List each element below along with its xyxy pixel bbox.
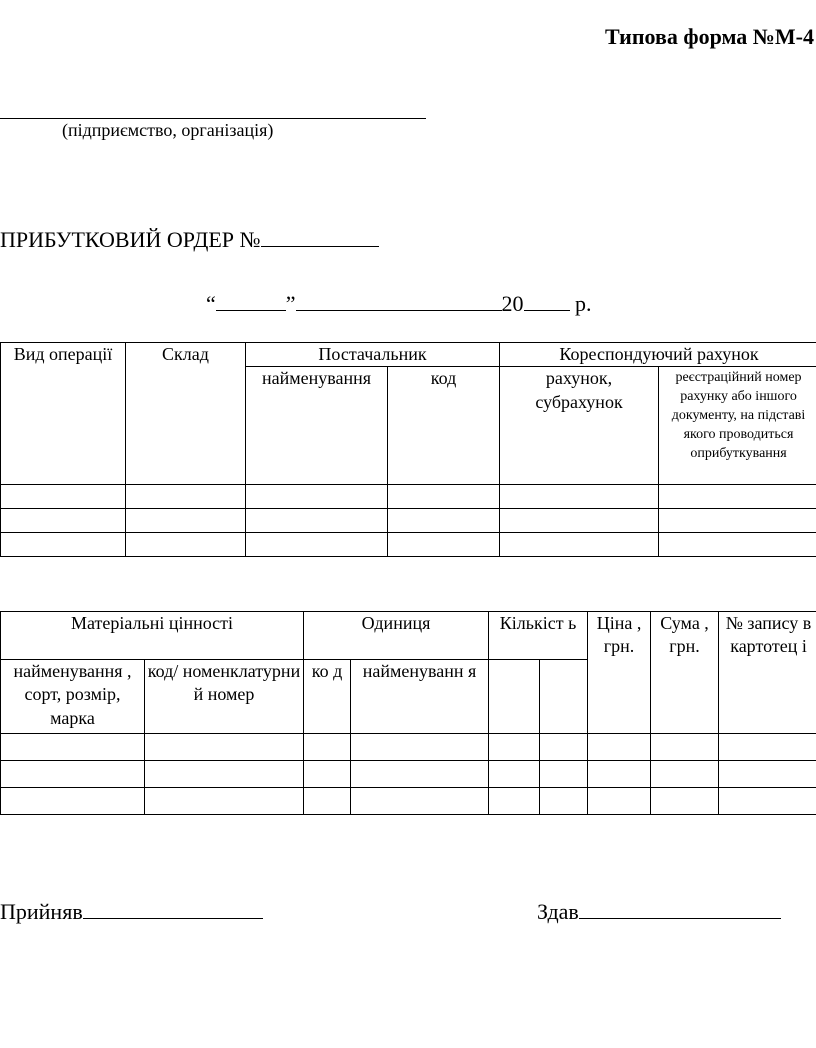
header-card-record-number: № запису в картотец і — [719, 612, 816, 734]
date-day-blank[interactable] — [216, 290, 286, 311]
table-cell[interactable] — [304, 761, 351, 788]
table-cell[interactable] — [126, 485, 246, 509]
table-cell[interactable] — [1, 533, 126, 557]
table-cell[interactable] — [719, 761, 816, 788]
header-quantity-sub-b — [540, 660, 588, 734]
header-unit: Одиниця — [304, 612, 489, 660]
material-values-table — [0, 611, 816, 815]
table-cell[interactable] — [351, 734, 489, 761]
receipt-header-table — [0, 342, 816, 557]
received-by-blank[interactable] — [83, 898, 263, 919]
table-cell[interactable] — [351, 761, 489, 788]
handed-over-label: Здав — [537, 899, 579, 924]
table-cell[interactable] — [500, 509, 659, 533]
table-cell[interactable] — [500, 485, 659, 509]
header-operation-type: Вид операції — [1, 343, 126, 485]
table-cell[interactable] — [1, 485, 126, 509]
order-number-blank[interactable] — [261, 226, 379, 247]
table-cell[interactable] — [126, 533, 246, 557]
table-cell[interactable] — [388, 485, 500, 509]
table-cell[interactable] — [1, 734, 145, 761]
date-year-prefix: 20 — [501, 291, 524, 316]
table-cell[interactable] — [651, 734, 719, 761]
table-cell[interactable] — [1, 509, 126, 533]
table-cell[interactable] — [500, 533, 659, 557]
handed-over-blank[interactable] — [579, 898, 781, 919]
form-type-label: Типова форма №М-4 — [605, 24, 814, 49]
table-cell[interactable] — [489, 761, 540, 788]
header-supplier-name: найменування — [246, 367, 388, 485]
date-year-blank[interactable] — [524, 290, 570, 311]
date-close-quote: ” — [285, 291, 296, 316]
table-cell[interactable] — [246, 509, 388, 533]
header-supplier: Постачальник — [246, 343, 500, 367]
header-account-subaccount: рахунок, субрахунок — [500, 367, 659, 485]
header-material-values: Матеріальні цінності — [1, 612, 304, 660]
table-cell[interactable] — [719, 734, 816, 761]
table-cell[interactable] — [388, 509, 500, 533]
header-correspondent-account: Кореспондуючий рахунок — [500, 343, 816, 367]
table-cell[interactable] — [489, 788, 540, 815]
header-supplier-code: код — [388, 367, 500, 485]
table-cell[interactable] — [1, 761, 145, 788]
table-cell[interactable] — [145, 788, 304, 815]
received-by-label: Прийняв — [0, 899, 83, 924]
table-cell[interactable] — [540, 734, 588, 761]
received-by-signature — [0, 898, 263, 925]
table-cell[interactable] — [145, 761, 304, 788]
organization-caption: (підприємство, організація) — [62, 120, 274, 140]
table-cell[interactable] — [659, 485, 816, 509]
table-row — [1, 485, 816, 509]
header-quantity-sub-a — [489, 660, 540, 734]
table-cell[interactable] — [304, 734, 351, 761]
table-cell[interactable] — [126, 509, 246, 533]
table-cell[interactable] — [719, 788, 816, 815]
date-open-quote: “ — [206, 291, 216, 316]
table-cell[interactable] — [246, 533, 388, 557]
table-cell[interactable] — [588, 734, 651, 761]
table-cell[interactable] — [246, 485, 388, 509]
table-cell[interactable] — [489, 734, 540, 761]
table-row — [1, 734, 816, 761]
table-cell[interactable] — [145, 734, 304, 761]
table-cell[interactable] — [651, 788, 719, 815]
header-registration-number: реєстраційний номер рахунку або іншого документу, на підставі якого проводиться оприбуткування — [659, 367, 816, 485]
table-cell[interactable] — [651, 761, 719, 788]
table-cell[interactable] — [659, 509, 816, 533]
header-item-name: найменування , сорт, розмір, марка — [1, 660, 145, 734]
table-cell[interactable] — [388, 533, 500, 557]
document-title-text: ПРИБУТКОВИЙ ОРДЕР № — [0, 227, 261, 252]
table-cell[interactable] — [588, 761, 651, 788]
header-sum: Сума , грн. — [651, 612, 719, 734]
handed-over-signature — [537, 898, 781, 925]
header-warehouse: Склад — [126, 343, 246, 485]
date-suffix: р. — [575, 291, 592, 316]
organization-name-line[interactable] — [0, 118, 426, 119]
header-unit-code: ко д — [304, 660, 351, 734]
header-price: Ціна , грн. — [588, 612, 651, 734]
table-cell[interactable] — [540, 761, 588, 788]
table-row — [1, 761, 816, 788]
header-unit-name: найменуванн я — [351, 660, 489, 734]
date-line — [206, 290, 592, 317]
table-cell[interactable] — [659, 533, 816, 557]
table-cell[interactable] — [588, 788, 651, 815]
header-quantity: Кількіст ь — [489, 612, 588, 660]
table-cell[interactable] — [1, 788, 145, 815]
header-item-code: код/ номенклатурни й номер — [145, 660, 304, 734]
document-title — [0, 226, 379, 253]
table-row — [1, 533, 816, 557]
table-cell[interactable] — [304, 788, 351, 815]
table-cell[interactable] — [351, 788, 489, 815]
table-row — [1, 788, 816, 815]
date-month-blank[interactable] — [296, 290, 502, 311]
table-row — [1, 509, 816, 533]
table-cell[interactable] — [540, 788, 588, 815]
